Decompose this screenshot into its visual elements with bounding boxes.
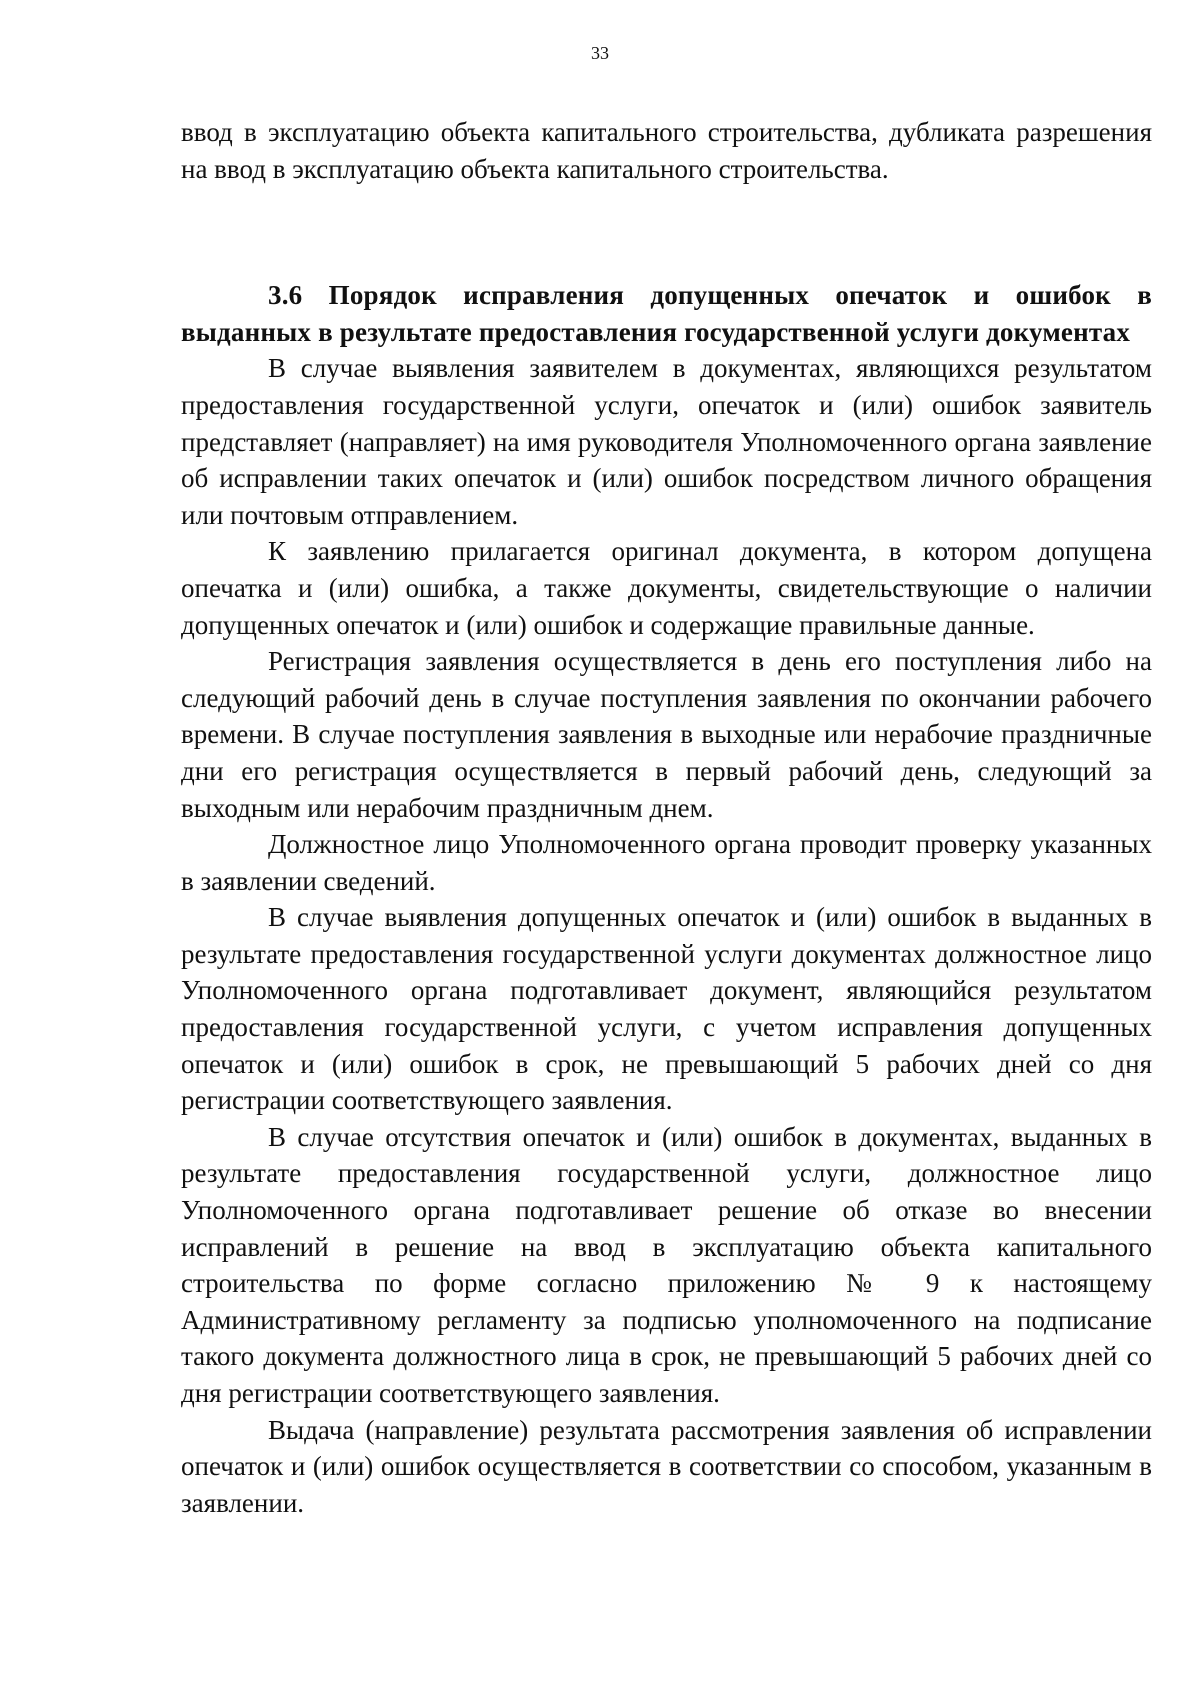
paragraph-2: К заявлению прилагается оригинал документа, в котором допущена опечатка и (или) ошибка, а также документы, свидетельствующие о наличии допущенных опечаток и (или) ошибок и содержащие правильные данные. — [181, 536, 1152, 640]
paragraph-1: В случае выявления заявителем в документах, являющихся результатом предоставления государственной услуги, опечаток и (или) ошибок заявитель представляет (направляет) на имя руководителя Уполномоченного органа заявление об исправлении таких опечаток и (или) ошибок посредством личного обращения или почтовым отправлением. — [181, 353, 1152, 530]
paragraph-3: Регистрация заявления осуществляется в день его поступления либо на следующий рабочий день в случае поступления заявления по окончании рабочего времени. В случае поступления заявления в выходные или нерабочие праздничные дни его регистрация осуществляется в первый рабочий день, следующий за выходным или нерабочим праздничным днем. — [181, 646, 1152, 823]
page-number: 33 — [591, 43, 609, 63]
paragraph-5: В случае выявления допущенных опечаток и (или) ошибок в выданных в результате предоставления государственной услуги документах должностное лицо Уполномоченного органа подготавливает документ, являющийся результатом предоставления государственной услуги, с учетом исправления допущенных опечаток и (или) ошибок в срок, не превышающий 5 рабочих дней со дня регистрации соответствующего заявления. — [181, 902, 1152, 1116]
paragraph-6: В случае отсутствия опечаток и (или) ошибок в документах, выданных в результате предоставления государственной услуги, должностное лицо Уполномоченного органа подготавливает решение об отказе во внесении исправлений в решение на ввод в эксплуатацию объекта капитального строительства по форме согласно приложению № 9 к настоящему Административному регламенту за подписью уполномоченного на подписание такого документа должностного лица в срок, не превышающий 5 рабочих дней со дня регистрации соответствующего заявления. — [181, 1121, 1152, 1408]
paragraph-4: Должностное лицо Уполномоченного органа проводит проверку указанных в заявлении сведений. — [181, 829, 1152, 896]
paragraph-7: Выдача (направление) результата рассмотрения заявления об исправлении опечаток и (или) ошибок осуществляется в соответствии со способом, указанным в заявлении. — [181, 1414, 1152, 1518]
section-heading: 3.6 Порядок исправления допущенных опечаток и ошибок в выданных в результате предоставления государственной услуги документах — [181, 280, 1152, 347]
intro-paragraph: ввод в эксплуатацию объекта капитального строительства, дубликата разрешения на ввод в эксплуатацию объекта капитального строительства. — [181, 117, 1152, 184]
document-body — [181, 114, 1152, 1521]
